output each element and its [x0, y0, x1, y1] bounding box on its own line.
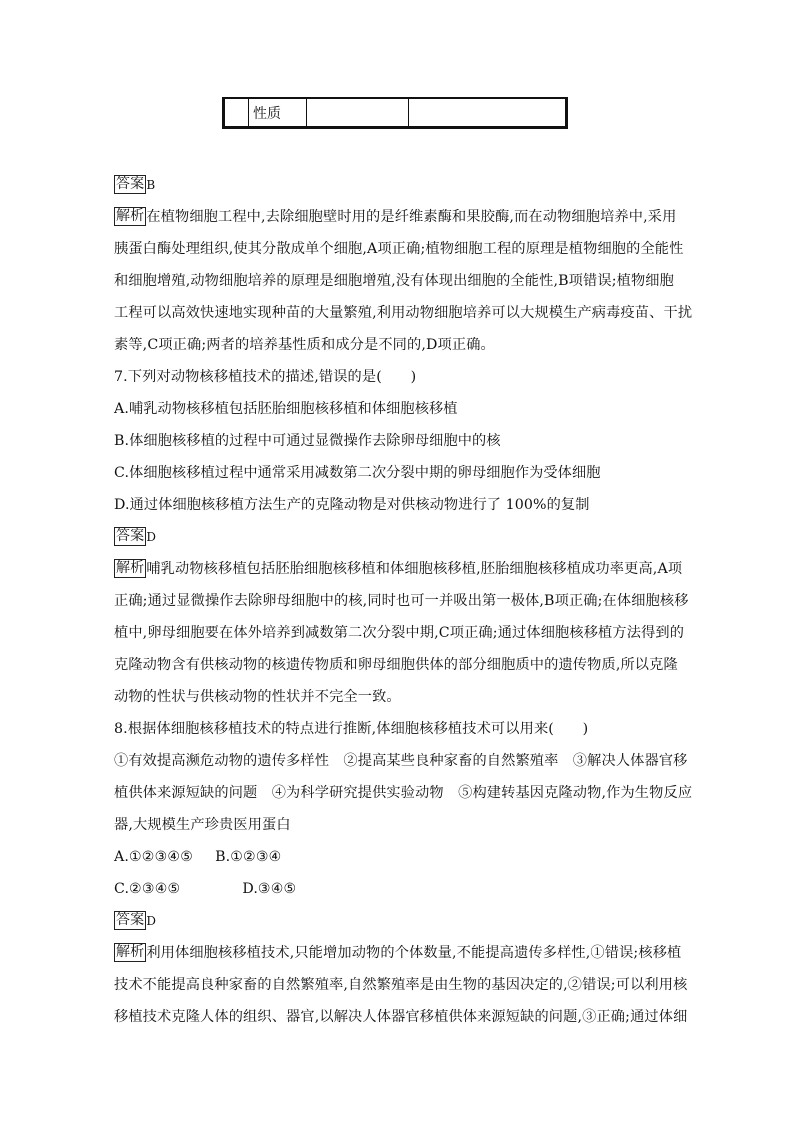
answer-tag: 答案	[116, 176, 145, 192]
q8-answer-line	[114, 905, 684, 937]
question-content	[114, 169, 693, 1033]
q8-analysis-line	[114, 937, 684, 969]
q8-stem: 8.根据体细胞核移植技术的特点进行推断,体细胞核移植技术可以用来( )	[114, 721, 589, 737]
analysis-text: 正确;通过显微操作去除卵母细胞中的核,同时也可一并吸出第一极体,B项正确;在体细胞核移	[114, 593, 689, 609]
property-table	[222, 97, 568, 129]
answer-value: B	[146, 178, 156, 192]
q8-option-b: B.①②③④	[215, 849, 282, 865]
q7-option-b: B.体细胞核移植的过程中可通过显微操作去除卵母细胞中的核	[114, 433, 501, 449]
table-row-label: 性质	[249, 99, 307, 126]
table-cell	[307, 99, 409, 126]
q7-option-d: D.通过体细胞核移植方法生产的克隆动物是对供核动物进行了 100%的复制	[114, 497, 590, 513]
q7-analysis-line	[114, 553, 684, 585]
analysis-text: 技术不能提高良种家畜的自然繁殖率,自然繁殖率是由生物的基因决定的,②错误;可以利用核	[114, 977, 688, 993]
q7-stem: 7.下列对动物核移植技术的描述,错误的是( )	[114, 369, 417, 385]
table-cell-blank	[225, 99, 249, 126]
analysis-text: 哺乳动物核移植包括胚胎细胞核移植和体细胞核移植,胚胎细胞核移植成功率更高,A项	[146, 561, 683, 577]
q7-answer-line	[114, 521, 684, 553]
q8-option-a: A.①②③④⑤	[114, 849, 194, 865]
q7-option-a: A.哺乳动物核移植包括胚胎细胞核移植和体细胞核移植	[114, 401, 458, 417]
q8-options-row-2	[114, 873, 684, 905]
q6-answer-line	[114, 169, 684, 201]
q8-item-line: ①有效提高濒危动物的遗传多样性 ②提高某些良种家畜的自然繁殖率 ③解决人体器官移	[114, 753, 688, 769]
analysis-tag: 解析	[116, 944, 145, 960]
answer-value: D	[146, 914, 157, 928]
answer-value: D	[146, 530, 157, 544]
q8-option-c: C.②③④⑤	[114, 881, 181, 897]
analysis-text: 动物的性状与供核动物的性状并不完全一致。	[114, 689, 401, 705]
q8-item-line: 植供体来源短缺的问题 ④为科学研究提供实验动物 ⑤构建转基因克隆动物,作为生物反应	[114, 785, 693, 801]
answer-tag: 答案	[116, 912, 145, 928]
analysis-text: 植中,卵母细胞要在体外培养到减数第二次分裂中期,C项正确;通过体细胞核移植方法得到的	[114, 625, 685, 641]
q8-item-line: 器,大规模生产珍贵医用蛋白	[114, 817, 291, 833]
analysis-text: 素等,C项正确;两者的培养基性质和成分是不同的,D项正确。	[114, 337, 495, 353]
analysis-text: 克隆动物含有供核动物的核遗传物质和卵母细胞供体的部分细胞质中的遗传物质,所以克隆	[114, 657, 678, 673]
q8-options-row-1	[114, 841, 684, 873]
q7-option-c: C.体细胞核移植过程中通常采用减数第二次分裂中期的卵母细胞作为受体细胞	[114, 465, 601, 481]
q8-option-d: D.③④⑤	[242, 881, 297, 897]
analysis-text: 利用体细胞核移植技术,只能增加动物的个体数量,不能提高遗传多样性,①错误;核移植	[146, 945, 682, 961]
analysis-tag: 解析	[116, 560, 145, 576]
analysis-tag: 解析	[116, 208, 145, 224]
table-cell	[409, 99, 565, 126]
q6-analysis-line	[114, 201, 684, 233]
analysis-text: 胰蛋白酶处理组织,使其分散成单个细胞,A项正确;植物细胞工程的原理是植物细胞的全能性	[114, 241, 684, 257]
answer-tag: 答案	[116, 528, 145, 544]
analysis-text: 移植技术克隆人体的组织、器官,以解决人体器官移植供体来源短缺的问题,③正确;通过体细	[114, 1009, 688, 1025]
analysis-text: 在植物细胞工程中,去除细胞壁时用的是纤维素酶和果胶酶,而在动物细胞培养中,采用	[146, 209, 677, 225]
analysis-text: 工程可以高效快速地实现种苗的大量繁殖,利用动物细胞培养可以大规模生产病毒疫苗、干扰	[114, 305, 693, 321]
analysis-text: 和细胞增殖,动物细胞培养的原理是细胞增殖,没有体现出细胞的全能性,B项错误;植物细胞	[114, 273, 674, 289]
